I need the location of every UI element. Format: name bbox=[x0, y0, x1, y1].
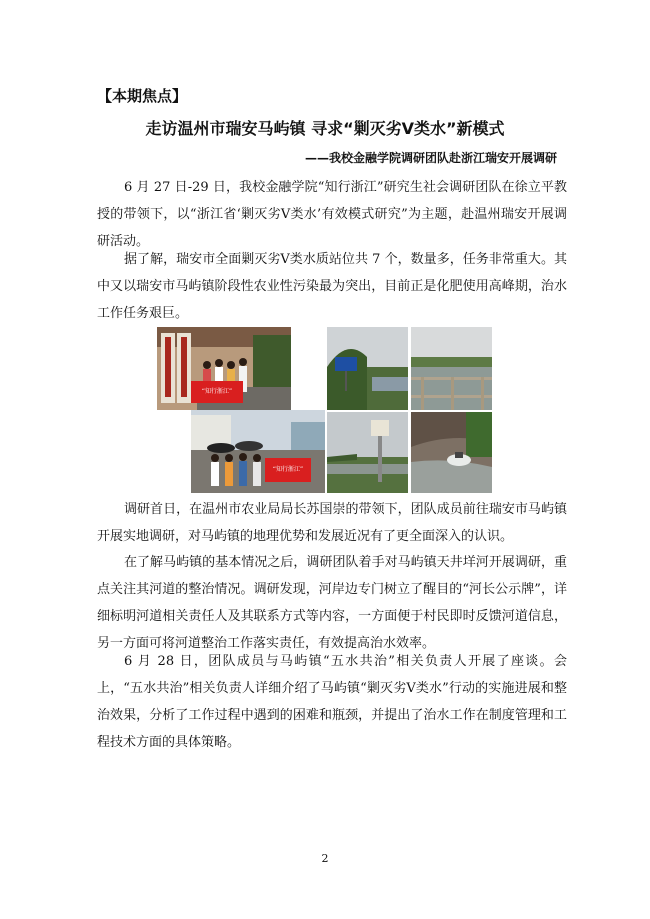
photo-drain-outflow bbox=[411, 412, 492, 493]
photo-river-chief-sign bbox=[327, 327, 408, 410]
paragraph-first-day: 调研首日，在温州市农业局局长苏国崇的带领下，团队成员前往瑞安市马屿镇开展实地调研，对马屿镇的地理优势和发展近况有了更全面深入的认识。 bbox=[97, 502, 567, 544]
article-title: 走访温州市瑞安马屿镇 寻求“剿灭劣Ⅴ类水”新模式 bbox=[145, 119, 505, 138]
paragraph-meeting: 6 月 28 日，团队成员与马屿镇“五水共治”相关负责人开展了座谈。会上，“五水共治”相关负责人详细介绍了马屿镇“剿灭劣Ⅴ类水”行动的实施进展和整治效果，分析了工作过程中遇到的困难和瓶颈，并提出了治水工作在制度管理和工程技术方面的具体策略。 bbox=[97, 654, 567, 750]
paragraph-river-survey: 在了解马屿镇的基本情况之后，调研团队着手对马屿镇天井垟河开展调研，重点关注其河道的整治情况。调研发现，河岸边专门树立了醒目的“河长公示牌”，详细标明河道相关责任人及其联系方式等内容，一方面便于村民即时反馈河道信息，另一方面可将河道整治工作落实责任，有效提高治水效率。 bbox=[97, 555, 567, 651]
photo-canal-railing bbox=[411, 327, 492, 410]
photo-team-at-gate bbox=[157, 327, 291, 410]
banner-text-2: “知行浙江” bbox=[272, 466, 304, 473]
banner-text: “知行浙江” bbox=[201, 388, 233, 395]
page-number: 2 bbox=[321, 852, 329, 865]
photo-team-with-umbrellas bbox=[191, 410, 325, 493]
paragraph-intro: 6 月 27 日-29 日，我校金融学院“知行浙江”研究生社会调研团队在徐立平教授的带领下，以“浙江省‘剿灭劣Ⅴ类水’有效模式研究”为主题，赴温州瑞安开展调研活动。 bbox=[97, 180, 567, 249]
article-subtitle: ——我校金融学院调研团队赴浙江瑞安开展调研 bbox=[304, 151, 557, 165]
paragraph-background: 据了解，瑞安市全面剿灭劣Ⅴ类水质站位共 7 个，数量多，任务非常重大。其中又以瑞安市马屿镇阶段性农业性污染最为突出，目前正是化肥使用高峰期，治水工作任务艰巨。 bbox=[97, 252, 567, 321]
section-label: 【本期焦点】 bbox=[97, 87, 188, 105]
photo-water-monitor-station bbox=[327, 412, 408, 493]
